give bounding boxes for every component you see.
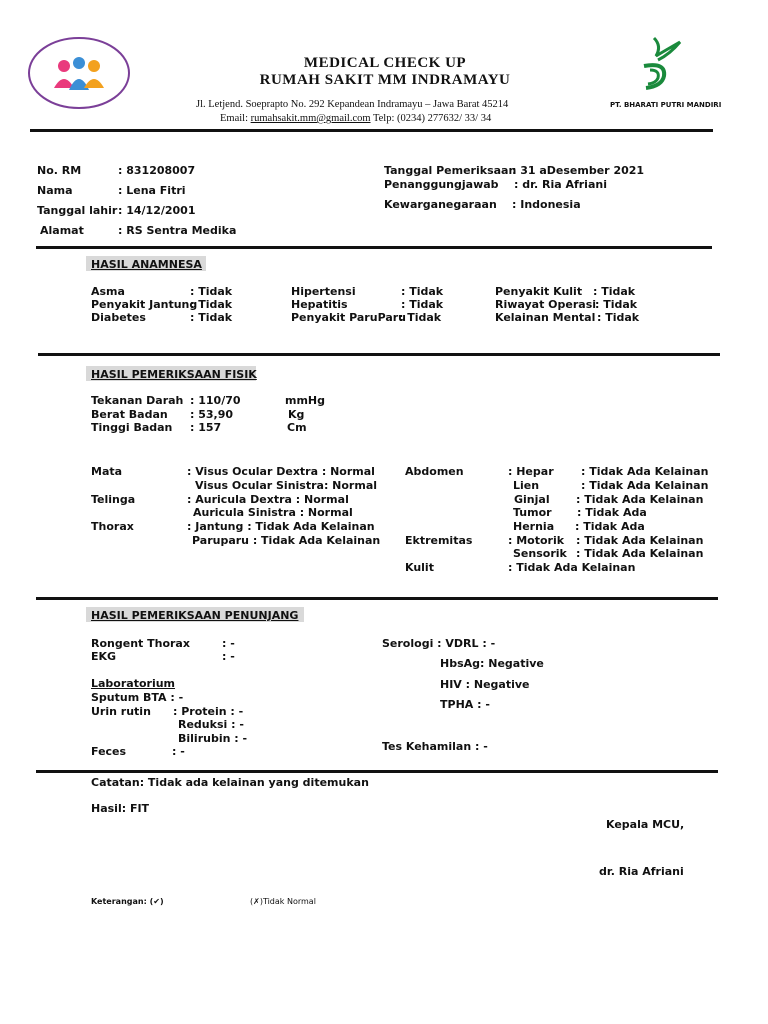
abdomen-result: : Tidak Ada: [575, 520, 645, 533]
kulit-label: Kulit: [405, 561, 434, 574]
abdomen-organ: Tumor: [513, 506, 552, 519]
address-value: : RS Sentra Medika: [118, 224, 237, 237]
anamnesa-label: Penyakit Jantung: [91, 298, 198, 311]
ekstremitas-label: Ektremitas: [405, 534, 473, 547]
phone-text: Telp: (0234) 277632/ 33/ 34: [372, 113, 492, 124]
anamnesa-label: Asma: [91, 285, 125, 298]
anamnesa-value: : Tidak: [595, 298, 638, 311]
fisik-divider: [36, 597, 718, 600]
vital-unit: Kg: [288, 408, 305, 421]
anamnesa-title: HASIL ANAMNESA: [91, 258, 202, 271]
anamnesa-value: : Tidak: [190, 311, 233, 324]
feces-value: : -: [172, 745, 185, 758]
anamnesa-label: Hipertensi: [291, 285, 356, 298]
hospital-address: Jl. Letjend. Soeprapto No. 292 Kepandean Indramayu – Jawa Barat 45214: [196, 99, 509, 110]
rm-value: : 831208007: [118, 164, 196, 177]
hbsag-row: HbsAg: Negative: [440, 657, 544, 670]
vital-value: : 53,90: [190, 408, 234, 421]
rm-label: No. RM: [37, 164, 82, 177]
abdomen-organ: Lien: [513, 479, 540, 492]
abdomen-result: : Tidak Ada Kelainan: [581, 479, 709, 492]
kepala-mcu: Kepala MCU,: [606, 818, 685, 831]
keterangan: Keterangan: (✔): [91, 897, 164, 906]
hospital-logo: [26, 36, 132, 110]
anamnesa-value: : Tidak: [401, 298, 444, 311]
telinga-value: : Auricula Dextra : Normal: [187, 493, 349, 506]
nationality-value: : Indonesia: [512, 198, 581, 211]
anamnesa-divider: [38, 353, 720, 356]
tidak-normal: (✗)Tidak Normal: [250, 897, 316, 906]
vital-label: Tinggi Badan: [91, 421, 173, 434]
thorax-value: : Jantung : Tidak Ada Kelainan: [187, 520, 375, 533]
company-name: PT. BHARATI PUTRI MANDIRI: [610, 101, 722, 109]
hospital-name: RUMAH SAKIT MM INDRAMAYU: [259, 72, 511, 88]
anamnesa-value: : Tidak: [401, 285, 444, 298]
abdomen-organ: Hernia: [513, 520, 555, 533]
sputum-row: Sputum BTA : -: [91, 691, 184, 704]
anamnesa-label: Diabetes: [91, 311, 146, 324]
anamnesa-value: : Tidak: [190, 298, 233, 311]
anamnesa-label: Penyakit Kulit: [495, 285, 583, 298]
anamnesa-label: Riwayat Operasi: [495, 298, 597, 311]
mata-label: Mata: [91, 465, 123, 478]
vital-label: Tekanan Darah: [91, 394, 184, 407]
exam-date-label: Tanggal Pemeriksaan: [384, 164, 517, 177]
abdomen-result: : Tidak Ada Kelainan: [576, 493, 704, 506]
lab-title: Laboratorium: [91, 677, 176, 690]
telinga-value: Auricula Sinistra : Normal: [193, 506, 353, 519]
vital-value: : 157: [190, 421, 222, 434]
kehamilan-row: Tes Kehamilan : -: [382, 740, 488, 753]
abdomen-organ: : Hepar: [508, 465, 554, 478]
hospital-contact: [220, 113, 491, 124]
pj-value: : dr. Ria Afriani: [514, 178, 607, 191]
penunjang-title: HASIL PEMERIKSAAN PENUNJANG: [91, 609, 299, 622]
dob-value: : 14/12/2001: [118, 204, 196, 217]
name-value: : Lena Fitri: [118, 184, 186, 197]
anamnesa-value: : Tidak: [190, 285, 233, 298]
hiv-row: HIV : Negative: [440, 678, 530, 691]
abdomen-organ: Ginjal: [514, 493, 550, 506]
tpha-row: TPHA : -: [440, 698, 490, 711]
thorax-value: Paruparu : Tidak Ada Kelainan: [192, 534, 381, 547]
ekstremitas-result: : Tidak Ada Kelainan: [576, 547, 704, 560]
anamnesa-label: Penyakit ParuParu: [291, 311, 407, 324]
pj-label: Penanggungjawab: [384, 178, 499, 191]
dob-label: Tanggal lahir: [37, 204, 118, 217]
fisik-title: HASIL PEMERIKSAAN FISIK: [91, 368, 257, 381]
patient-divider: [36, 246, 712, 249]
catatan: Catatan: Tidak ada kelainan yang ditemukan: [91, 776, 369, 789]
ekstremitas-item: : Motorik: [508, 534, 565, 547]
anamnesa-value: : Tidak: [597, 311, 640, 324]
feces-label: Feces: [91, 745, 127, 758]
abdomen-result: : Tidak Ada: [577, 506, 647, 519]
vital-label: Berat Badan: [91, 408, 168, 421]
nationality-label: Kewarganegaraan: [384, 198, 497, 211]
anamnesa-value: : Tidak: [399, 311, 442, 324]
abdomen-result: : Tidak Ada Kelainan: [581, 465, 709, 478]
urin-label: Urin rutin: [91, 705, 151, 718]
penunjang-divider: [36, 770, 718, 773]
ekstremitas-item: Sensorik: [513, 547, 567, 560]
doctor-signature-name: dr. Ria Afriani: [599, 865, 684, 878]
company-logo: [636, 36, 684, 92]
kulit-value: : Tidak Ada Kelainan: [508, 561, 636, 574]
vital-unit: mmHg: [285, 394, 326, 407]
anamnesa-value: : Tidak: [593, 285, 636, 298]
telinga-label: Telinga: [91, 493, 136, 506]
email-link[interactable]: rumahsakit.mm@gmail.com: [250, 113, 371, 124]
urin-reduksi: Reduksi : -: [178, 718, 244, 731]
address-label: Alamat: [40, 224, 84, 237]
vital-value: : 110/70: [190, 394, 241, 407]
mata-value: Visus Ocular Sinistra: Normal: [195, 479, 378, 492]
header-divider: [30, 129, 713, 132]
urin-bilirubin: Bilirubin : -: [178, 732, 248, 745]
vital-unit: Cm: [287, 421, 307, 434]
urin-protein: : Protein : -: [173, 705, 244, 718]
rontgen-label: Rongent Thorax: [91, 637, 190, 650]
ekg-value: : -: [222, 650, 235, 663]
hasil: Hasil: FIT: [91, 802, 150, 815]
anamnesa-label: Hepatitis: [291, 298, 348, 311]
ekg-label: EKG: [91, 650, 117, 663]
ekstremitas-result: : Tidak Ada Kelainan: [576, 534, 704, 547]
anamnesa-label: Kelainan Mental: [495, 311, 596, 324]
rontgen-value: : -: [222, 637, 235, 650]
mata-value: : Visus Ocular Dextra : Normal: [187, 465, 375, 478]
document-title: MEDICAL CHECK UP: [303, 55, 467, 71]
abdomen-label: Abdomen: [405, 465, 464, 478]
email-label: Email:: [220, 113, 248, 124]
thorax-label: Thorax: [91, 520, 134, 533]
serologi-row: Serologi : VDRL : -: [382, 637, 496, 650]
name-label: Nama: [37, 184, 73, 197]
exam-date-value: : 31 aDesember 2021: [512, 164, 645, 177]
